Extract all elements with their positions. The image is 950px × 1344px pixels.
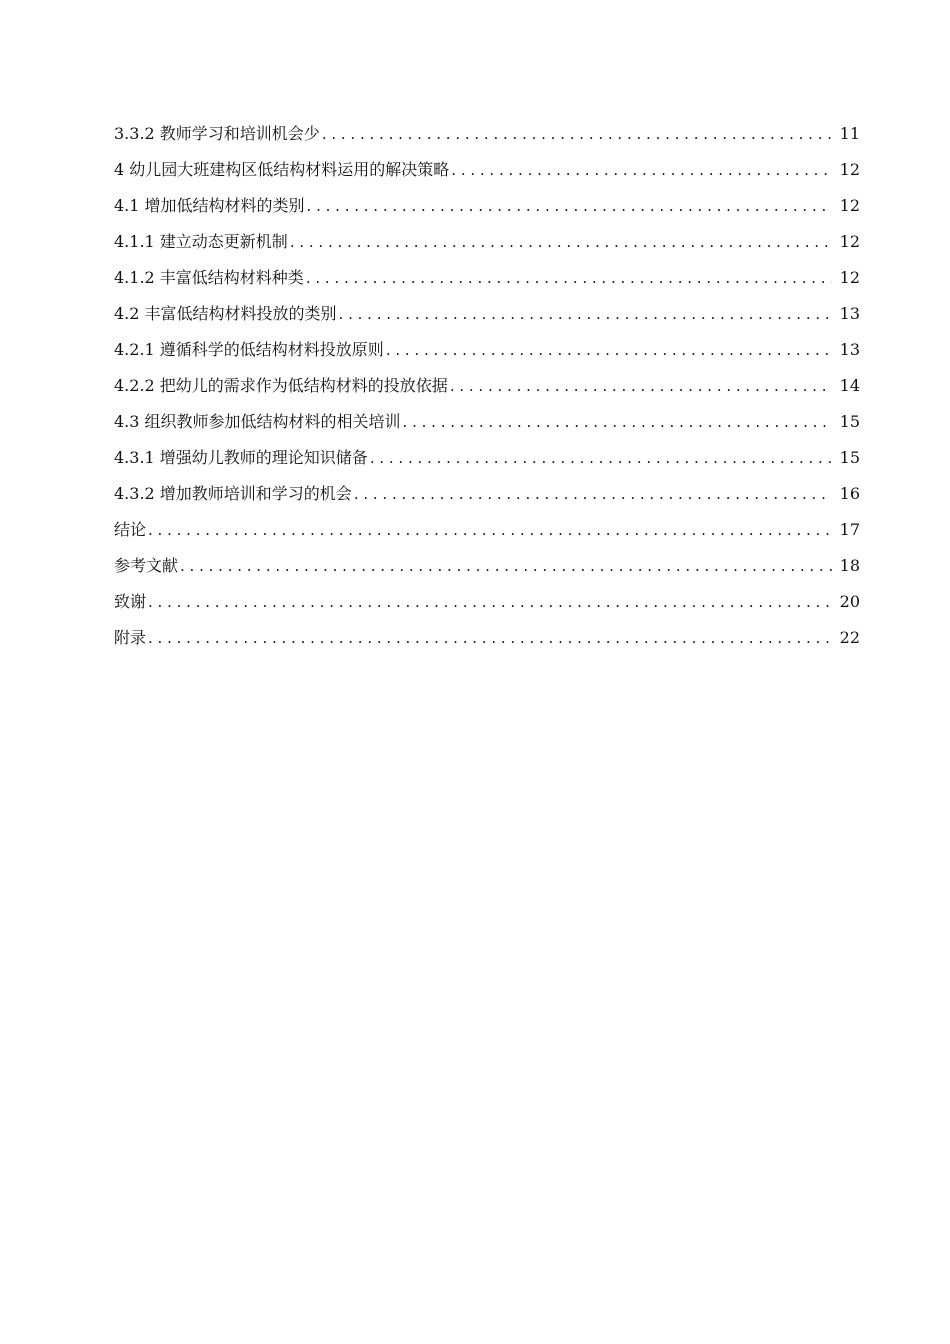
toc-entry-title: 4.2.1 遵循科学的低结构材料投放原则	[114, 340, 384, 359]
toc-entry[interactable]	[114, 150, 860, 186]
toc-entry[interactable]	[114, 438, 860, 474]
toc-entry-title: 4.2 丰富低结构材料投放的类别	[114, 304, 337, 323]
toc-entry-page: 17	[839, 520, 860, 539]
toc-entry-title: 4.2.2 把幼儿的需求作为低结构材料的投放依据	[114, 376, 448, 395]
toc-entry-page: 11	[839, 124, 860, 143]
toc-dot-leader	[180, 556, 832, 582]
toc-dot-leader	[403, 412, 832, 438]
toc-dot-leader	[307, 196, 832, 222]
toc-entry[interactable]	[114, 510, 860, 546]
toc-dot-leader	[354, 484, 832, 510]
toc-entry[interactable]	[114, 222, 860, 258]
toc-entry-title: 4.1 增加低结构材料的类别	[114, 196, 305, 215]
toc-entry-title: 4.3.2 增加教师培训和学习的机会	[114, 484, 352, 503]
toc-entry-title: 致谢	[114, 592, 147, 611]
toc-entry-page: 16	[839, 484, 860, 503]
toc-entry[interactable]	[114, 582, 860, 618]
toc-entry-page: 20	[839, 592, 860, 611]
toc-entry-page: 22	[839, 628, 860, 647]
toc-entry-page: 15	[839, 412, 860, 431]
toc-dot-leader	[306, 268, 832, 294]
toc-entry-page: 12	[839, 268, 860, 287]
toc-entry-title: 附录	[114, 628, 147, 647]
toc-entry-title: 4 幼儿园大班建构区低结构材料运用的解决策略	[114, 160, 450, 179]
toc-dot-leader	[322, 124, 832, 150]
toc-dot-leader	[370, 448, 832, 474]
toc-entry[interactable]	[114, 618, 860, 654]
toc-entry[interactable]	[114, 294, 860, 330]
toc-entry-page: 12	[839, 196, 860, 215]
toc-entry-title: 4.3.1 增强幼儿教师的理论知识储备	[114, 448, 368, 467]
toc-entry-page: 12	[839, 232, 860, 251]
toc-entry[interactable]	[114, 114, 860, 150]
toc-dot-leader	[148, 628, 832, 654]
toc-entry[interactable]	[114, 402, 860, 438]
toc-dot-leader	[339, 304, 832, 330]
toc-dot-leader	[451, 160, 832, 186]
toc-entry[interactable]	[114, 330, 860, 366]
toc-entry-page: 14	[839, 376, 860, 395]
toc-entry[interactable]	[114, 366, 860, 402]
toc-entry[interactable]	[114, 474, 860, 510]
toc-entry-title: 参考文献	[114, 556, 179, 575]
toc-entry[interactable]	[114, 186, 860, 222]
toc-entry-title: 4.1.1 建立动态更新机制	[114, 232, 288, 251]
toc-entry-page: 12	[839, 160, 860, 179]
toc-dot-leader	[148, 592, 832, 618]
toc-entry-page: 15	[839, 448, 860, 467]
toc-entry-title: 4.1.2 丰富低结构材料种类	[114, 268, 304, 287]
toc-entry-page: 18	[839, 556, 860, 575]
toc-entry-page: 13	[839, 304, 860, 323]
table-of-contents	[114, 114, 860, 654]
toc-entry[interactable]	[114, 546, 860, 582]
toc-entry-title: 3.3.2 教师学习和培训机会少	[114, 124, 320, 143]
toc-dot-leader	[290, 232, 832, 258]
toc-dot-leader	[386, 340, 832, 366]
toc-entry-title: 结论	[114, 520, 147, 539]
toc-dot-leader	[450, 376, 832, 402]
toc-entry-title: 4.3 组织教师参加低结构材料的相关培训	[114, 412, 401, 431]
toc-entry[interactable]	[114, 258, 860, 294]
toc-entry-page: 13	[839, 340, 860, 359]
toc-dot-leader	[148, 520, 832, 546]
